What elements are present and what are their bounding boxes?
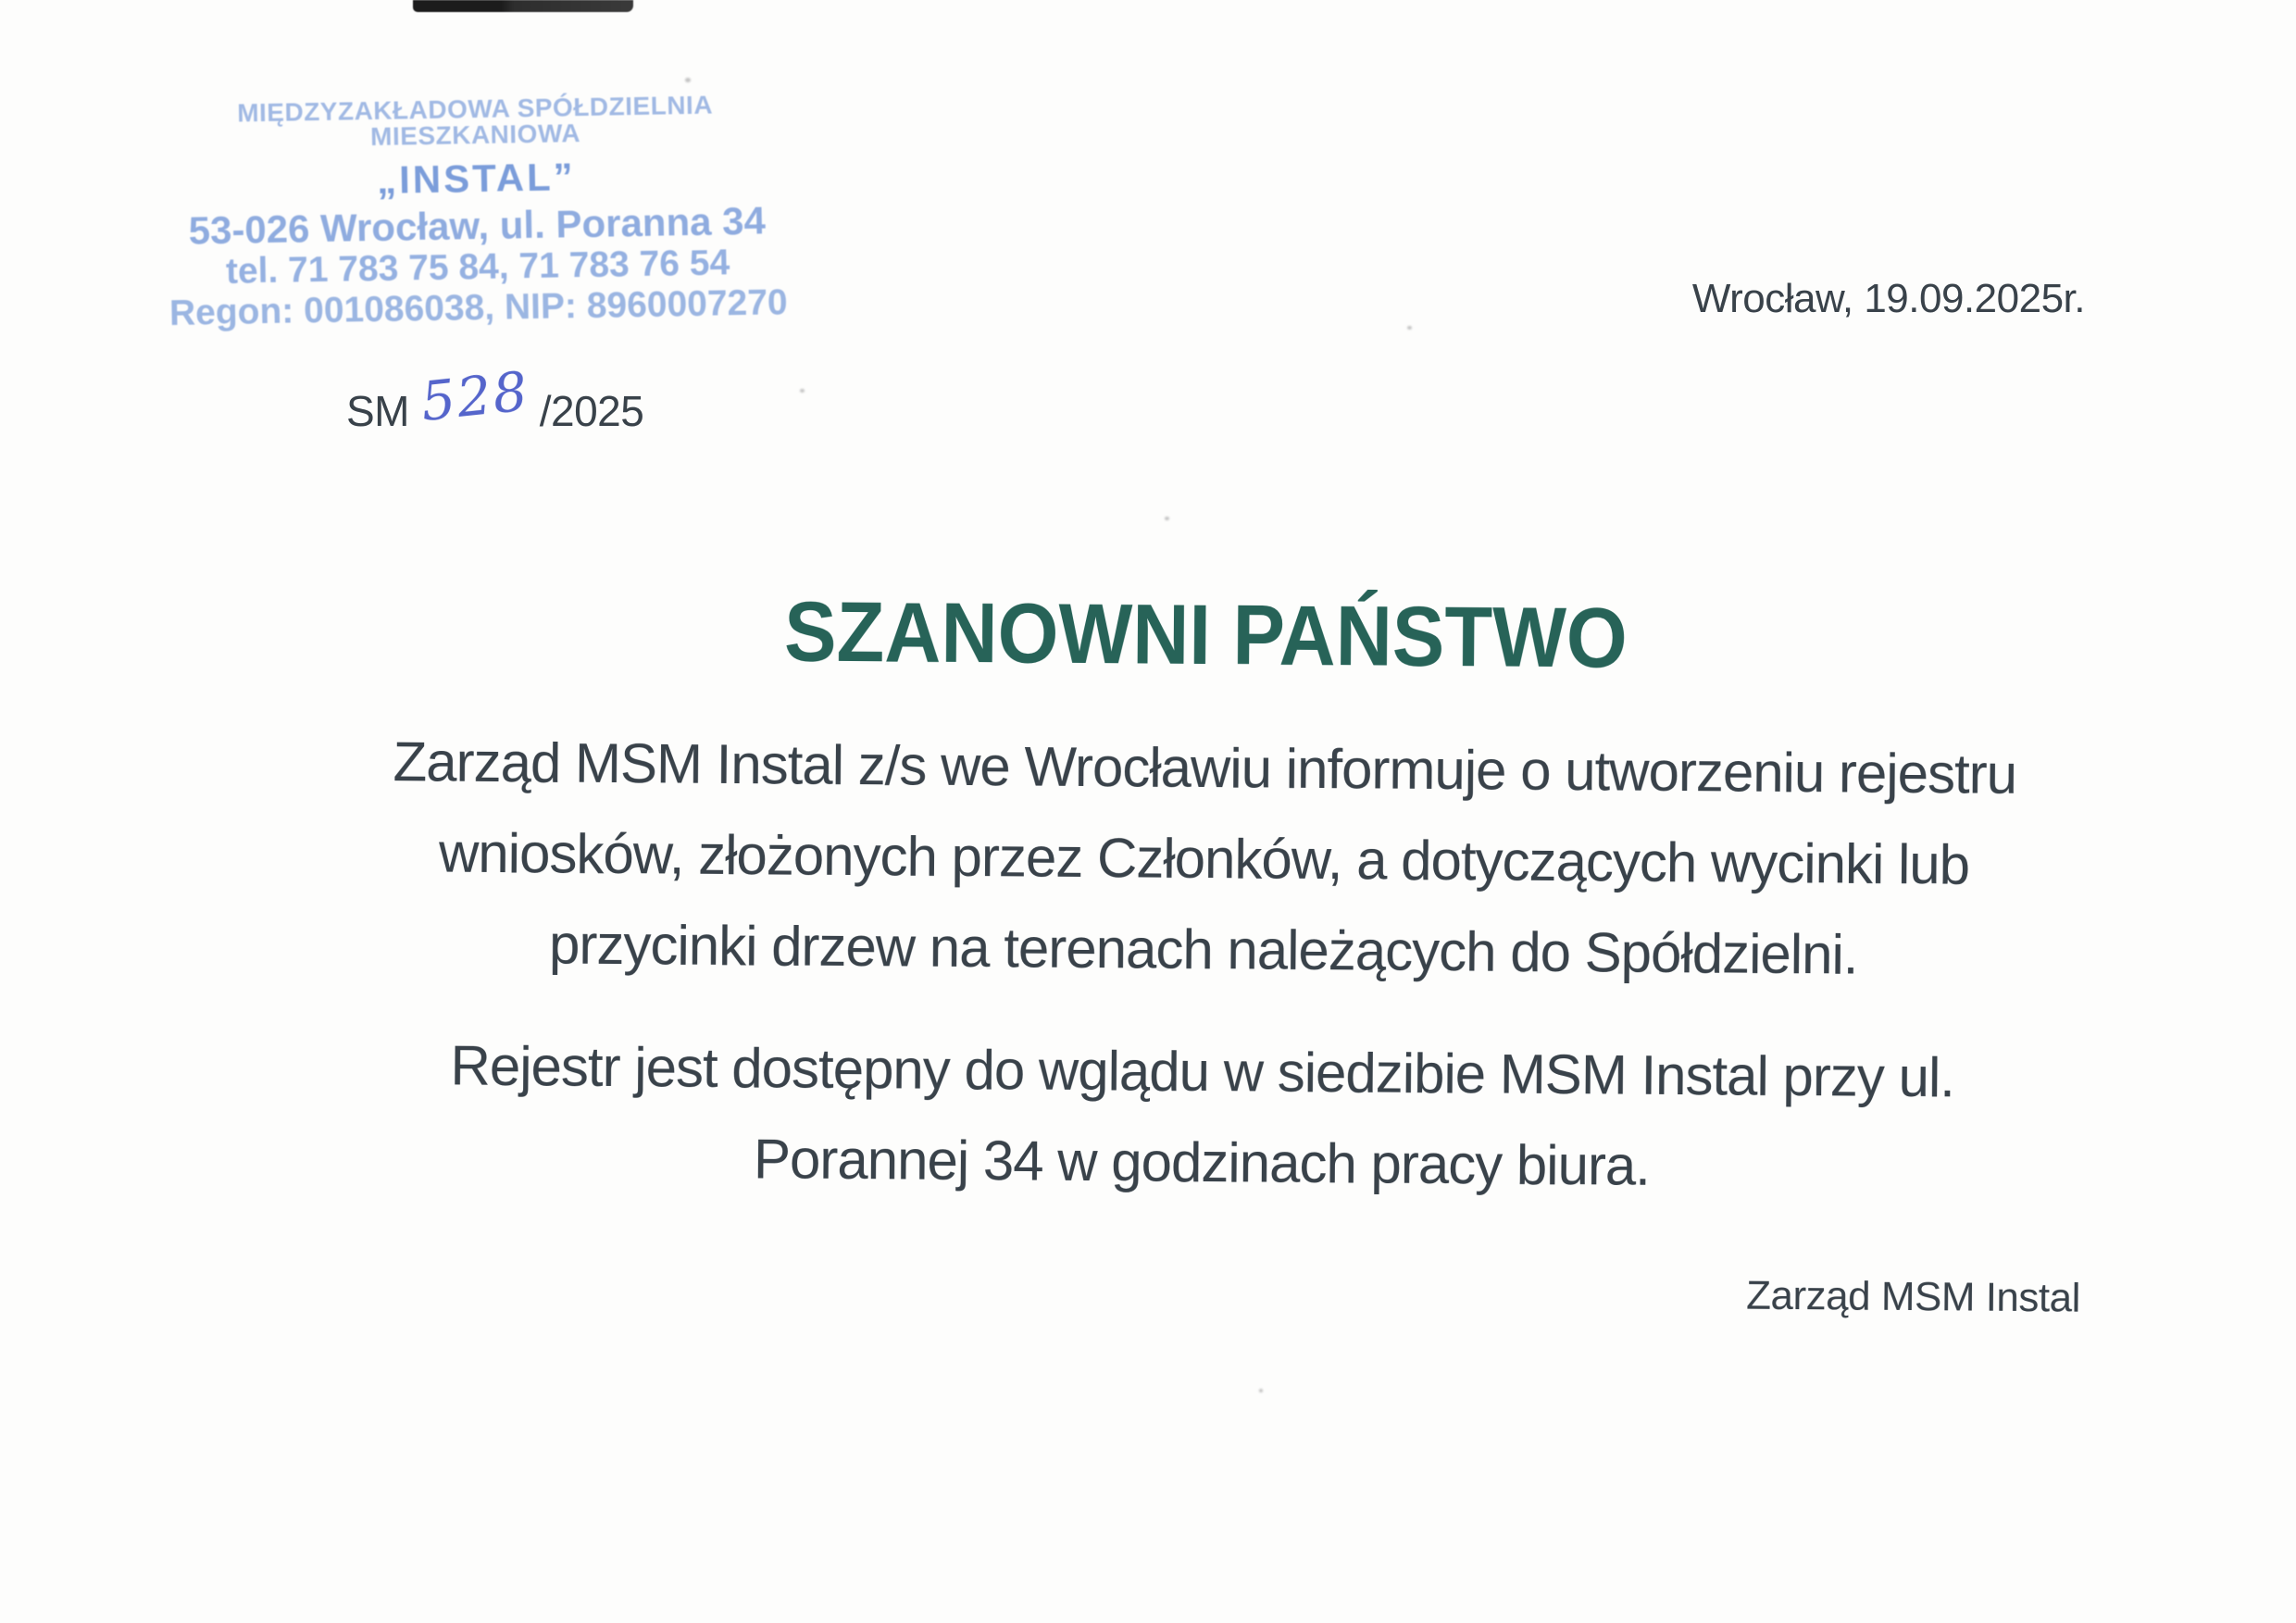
paragraph2-line1: Rejestr jest dostępny do wglądu w siedzibie MSM Instal przy ul. <box>450 1034 1955 1109</box>
stamp-brand-name: „INSTAL” <box>376 155 577 202</box>
paragraph1-line1: Zarząd MSM Instal z/s we Wrocławiu informuje o utworzeniu rejestru <box>393 730 2017 805</box>
stamp-phone-numbers: tel. 71 783 75 84, 71 783 76 54 <box>225 243 730 292</box>
letter-title: SZANOWNI PAŃSTWO <box>783 584 1628 686</box>
paragraph1-line2: wniosków, złożonych przez Członków, a dotyczących wycinki lub <box>438 821 1970 896</box>
place-and-date: Wrocław, 19.09.2025r. <box>1691 276 2085 321</box>
handwritten-number: 528 <box>418 359 532 433</box>
reference-suffix: /2025 <box>539 387 644 435</box>
paragraph2-line2: Porannej 34 w godzinach pracy biura. <box>753 1128 1651 1197</box>
stamp-cooperative-name: MIĘDZYZAKŁADOWA SPÓŁDZIELNIA MIESZKANIOWA <box>236 90 714 151</box>
signature-line: Zarząd MSM Instal <box>1745 1272 2081 1321</box>
reference-prefix: SM <box>346 387 409 435</box>
paragraph1-line3: przycinki drzew na terenach należących do Spółdzielni. <box>548 913 1858 986</box>
stamp-regon-nip: Regon: 001086038, NIP: 8960007270 <box>168 282 789 333</box>
stamp-address: 53-026 Wrocław, ul. Poranna 34 <box>188 198 767 253</box>
